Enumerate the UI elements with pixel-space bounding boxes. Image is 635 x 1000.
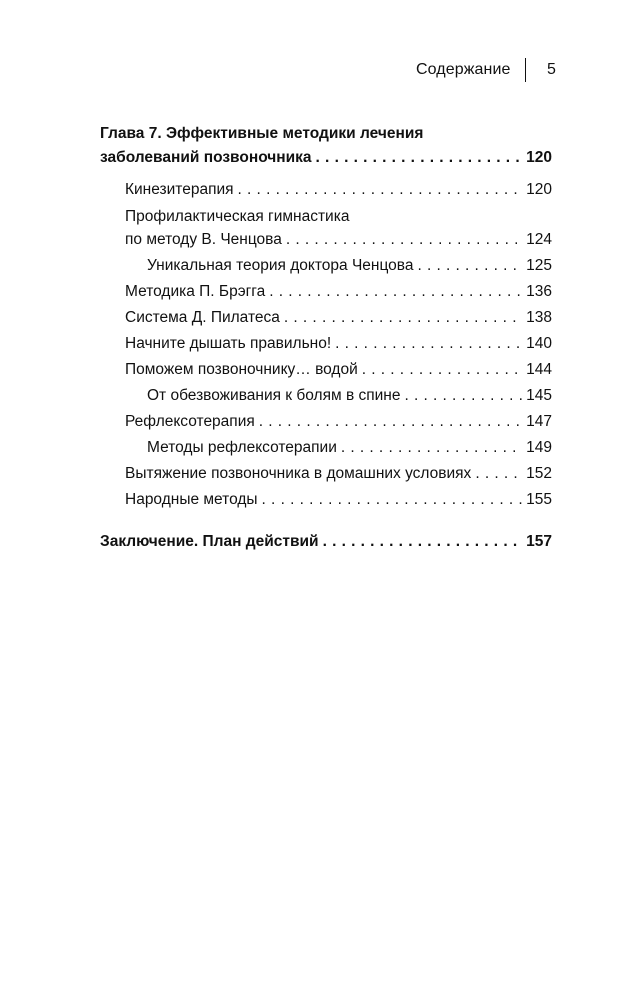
leader-dots xyxy=(269,280,522,304)
conclusion-label: Заключение. План действий xyxy=(100,533,319,550)
toc-item-label: по методу В. Ченцова xyxy=(125,231,282,248)
page-number: 5 xyxy=(547,61,556,78)
leader-dots xyxy=(404,384,522,408)
leader-dots xyxy=(262,488,523,512)
toc-item-label: Поможем позвоночнику… водой xyxy=(125,361,358,378)
toc-item-page: 120 xyxy=(526,181,552,198)
toc-item-page: 149 xyxy=(526,439,552,456)
leader-dots xyxy=(335,332,522,356)
toc-item-label: От обезвоживания к болям в спине xyxy=(147,387,401,404)
toc-item-label: Система Д. Пилатеса xyxy=(125,309,280,326)
toc-conclusion[interactable] xyxy=(100,530,552,554)
toc-item-label: Начните дышать правильно! xyxy=(125,335,332,352)
chapter-page: 120 xyxy=(526,149,552,166)
toc-chapter-7[interactable] xyxy=(100,122,552,170)
toc-item-pilates-system[interactable] xyxy=(100,306,552,330)
toc-item-page: 138 xyxy=(526,309,552,326)
leader-dots xyxy=(284,306,522,330)
toc-item-page: 140 xyxy=(526,335,552,352)
toc-item-page: 147 xyxy=(526,413,552,430)
table-of-contents xyxy=(100,122,552,554)
header-divider xyxy=(525,58,527,82)
toc-item-reflexotherapy-methods[interactable] xyxy=(100,436,552,460)
toc-item-label: Народные методы xyxy=(125,491,258,508)
toc-item-label: Кинезитерапия xyxy=(125,181,234,198)
toc-item-label: Методы рефлексотерапии xyxy=(147,439,337,456)
toc-item-page: 136 xyxy=(526,283,552,300)
toc-item-page: 144 xyxy=(526,361,552,378)
toc-item-page: 152 xyxy=(526,465,552,482)
leader-dots xyxy=(238,178,523,202)
toc-item-prophylactic-gymnastics[interactable] xyxy=(100,206,552,252)
toc-item-breathe-correctly[interactable] xyxy=(100,332,552,356)
leader-dots xyxy=(341,436,522,460)
leader-dots xyxy=(316,146,523,170)
toc-item-folk-methods[interactable] xyxy=(100,488,552,512)
toc-item-label: Рефлексотерапия xyxy=(125,413,255,430)
toc-item-kinesitherapy[interactable] xyxy=(100,178,552,202)
conclusion-page: 157 xyxy=(526,533,552,550)
toc-item-unique-theory[interactable] xyxy=(100,254,552,278)
toc-item-reflexotherapy[interactable] xyxy=(100,410,552,434)
chapter-title-line2: заболеваний позвоночника xyxy=(100,149,312,166)
leader-dots xyxy=(259,410,522,434)
toc-item-page: 155 xyxy=(526,491,552,508)
leader-dots xyxy=(323,530,523,554)
toc-item-page: 145 xyxy=(526,387,552,404)
chapter-title-line1: Глава 7. Эффективные методики лечения xyxy=(100,125,424,142)
toc-item-label: Вытяжение позвоночника в домашних условиях xyxy=(125,465,472,482)
toc-item-page: 124 xyxy=(526,231,552,248)
toc-item-spine-traction-home[interactable] xyxy=(100,462,552,486)
toc-item-label: Уникальная теория доктора Ченцова xyxy=(147,257,414,274)
toc-item-label-line1: Профилактическая гимнастика xyxy=(125,208,350,225)
leader-dots xyxy=(475,462,522,486)
toc-item-dehydration-back-pain[interactable] xyxy=(100,384,552,408)
toc-item-help-spine-water[interactable] xyxy=(100,358,552,382)
leader-dots xyxy=(362,358,522,382)
toc-item-page: 125 xyxy=(526,257,552,274)
toc-item-label: Методика П. Брэгга xyxy=(125,283,266,300)
leader-dots xyxy=(417,254,522,278)
running-header xyxy=(416,58,556,82)
toc-item-bragg-method[interactable] xyxy=(100,280,552,304)
section-title: Содержание xyxy=(415,61,511,78)
leader-dots xyxy=(286,228,522,252)
